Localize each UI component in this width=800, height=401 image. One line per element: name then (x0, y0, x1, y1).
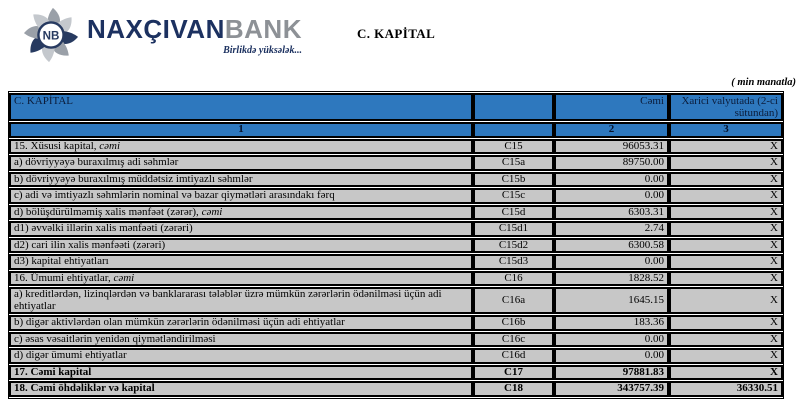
row-total-cell: 0.00 (554, 348, 669, 364)
row-foreign-cell: X (669, 348, 783, 364)
table-row (9, 172, 783, 188)
row-total-cell: 1828.52 (554, 271, 669, 287)
col-number-3: 3 (669, 122, 783, 138)
table-row (9, 315, 783, 331)
row-label-cell: a) kreditlərdən, lizinqlərdən və banklararası tələblər üzrə mümkün zərərlərin ödənilməsi üçün adi ehtiyatlar (9, 287, 473, 314)
row-foreign-cell: X (669, 287, 783, 314)
row-total-cell: 97881.83 (554, 365, 669, 381)
row-foreign-cell: X (669, 254, 783, 270)
row-label-cell: 15. Xüsusi kapital, cəmi (9, 139, 473, 155)
row-code-cell: C17 (473, 365, 554, 381)
table-row (9, 155, 783, 171)
table-row (9, 287, 783, 314)
row-code-cell: C15 (473, 139, 554, 155)
row-total-cell: 343757.39 (554, 381, 669, 397)
row-foreign-cell: X (669, 188, 783, 204)
table-row (9, 188, 783, 204)
table-row-total-liabilities-capital (9, 381, 783, 397)
row-code-cell: C15d2 (473, 238, 554, 254)
currency-unit-note: ( min manatla) (731, 77, 796, 88)
row-total-cell: 0.00 (554, 254, 669, 270)
table-row (9, 332, 783, 348)
col-total-header: Cəmi (554, 93, 669, 121)
row-foreign-cell: X (669, 315, 783, 331)
page-title: C. KAPİTAL (357, 26, 436, 41)
row-label-cell: 17. Cəmi kapital (9, 365, 473, 381)
row-code-cell: C15d3 (473, 254, 554, 270)
row-total-cell: 0.00 (554, 188, 669, 204)
row-code-cell: C16c (473, 332, 554, 348)
row-code-cell: C15a (473, 155, 554, 171)
table-row (9, 139, 783, 155)
row-code-cell: C16 (473, 271, 554, 287)
bank-wordmark (87, 16, 302, 56)
row-label-cell: d1) əvvəlki illərin xalis mənfəəti (zərəri) (9, 221, 473, 237)
row-total-cell: 1645.15 (554, 287, 669, 314)
row-label-cell: d) digər ümumi ehtiyatlar (9, 348, 473, 364)
row-code-cell: C16b (473, 315, 554, 331)
table-row-total-capital (9, 365, 783, 381)
table-title-cell: C. KAPİTAL (9, 93, 473, 121)
row-foreign-cell: X (669, 271, 783, 287)
row-code-cell: C15d (473, 205, 554, 221)
row-code-cell: C18 (473, 381, 554, 397)
row-label-cell: 18. Cəmi öhdəliklər və kapital (9, 381, 473, 397)
table-row (9, 271, 783, 287)
row-label-cell: b) dövriyyəyə buraxılmış müddətsiz imtiyazlı səhmlər (9, 172, 473, 188)
row-code-cell: C16d (473, 348, 554, 364)
row-total-cell: 2.74 (554, 221, 669, 237)
row-foreign-cell: X (669, 205, 783, 221)
row-label-cell: a) dövriyyəyə buraxılmış adi səhmlər (9, 155, 473, 171)
row-label-cell: d3) kapital ehtiyatları (9, 254, 473, 270)
row-foreign-cell: X (669, 221, 783, 237)
col-number-2: 2 (554, 122, 669, 138)
empty-header-cell (473, 93, 554, 121)
col-foreign-header: Xarici valyutada (2-ci sütundan) (669, 93, 783, 121)
row-foreign-cell: X (669, 332, 783, 348)
bank-logo (22, 6, 302, 64)
table-header-row (9, 93, 783, 121)
col-number-1: 1 (9, 122, 473, 138)
bank-name-secondary: BANK (224, 14, 302, 44)
row-code-cell: C15c (473, 188, 554, 204)
capital-table (8, 91, 784, 399)
row-total-cell: 183.36 (554, 315, 669, 331)
row-label-cell: 16. Ümumi ehtiyatlar, cəmi (9, 271, 473, 287)
table-row (9, 254, 783, 270)
row-total-cell: 0.00 (554, 332, 669, 348)
row-foreign-cell: X (669, 172, 783, 188)
row-total-cell: 6303.31 (554, 205, 669, 221)
row-code-cell: C15d1 (473, 221, 554, 237)
row-code-cell: C15b (473, 172, 554, 188)
table-row (9, 238, 783, 254)
column-number-row (9, 122, 783, 138)
row-total-cell: 0.00 (554, 172, 669, 188)
row-foreign-cell: X (669, 139, 783, 155)
row-foreign-cell: 36330.51 (669, 381, 783, 397)
row-total-cell: 6300.58 (554, 238, 669, 254)
bank-tagline: Birlikdə yüksələk... (223, 45, 302, 56)
row-total-cell: 96053.31 (554, 139, 669, 155)
bank-name-primary: NAXÇIVAN (87, 14, 225, 44)
row-total-cell: 89750.00 (554, 155, 669, 171)
bank-monogram: NB (42, 29, 60, 43)
table-row (9, 221, 783, 237)
row-label-cell: c) əsas vəsaitlərin yenidən qiymətləndirilməsi (9, 332, 473, 348)
row-label-cell: d2) cari ilin xalis mənfəəti (zərəri) (9, 238, 473, 254)
col-number-blank (473, 122, 554, 138)
row-foreign-cell: X (669, 155, 783, 171)
row-code-cell: C16a (473, 287, 554, 314)
row-label-cell: c) adi və imtiyazlı səhmlərin nominal və bazar qiymətləri arasındakı fərq (9, 188, 473, 204)
table-row (9, 205, 783, 221)
bank-emblem-icon (22, 6, 80, 64)
row-foreign-cell: X (669, 238, 783, 254)
row-label-cell: b) digər aktivlərdən olan mümkün zərərlərin ödənilməsi üçün adi ehtiyatlar (9, 315, 473, 331)
row-label-cell: d) bölüşdürülməmiş xalis mənfəət (zərər), cəmi (9, 205, 473, 221)
table-row (9, 348, 783, 364)
row-foreign-cell: X (669, 365, 783, 381)
